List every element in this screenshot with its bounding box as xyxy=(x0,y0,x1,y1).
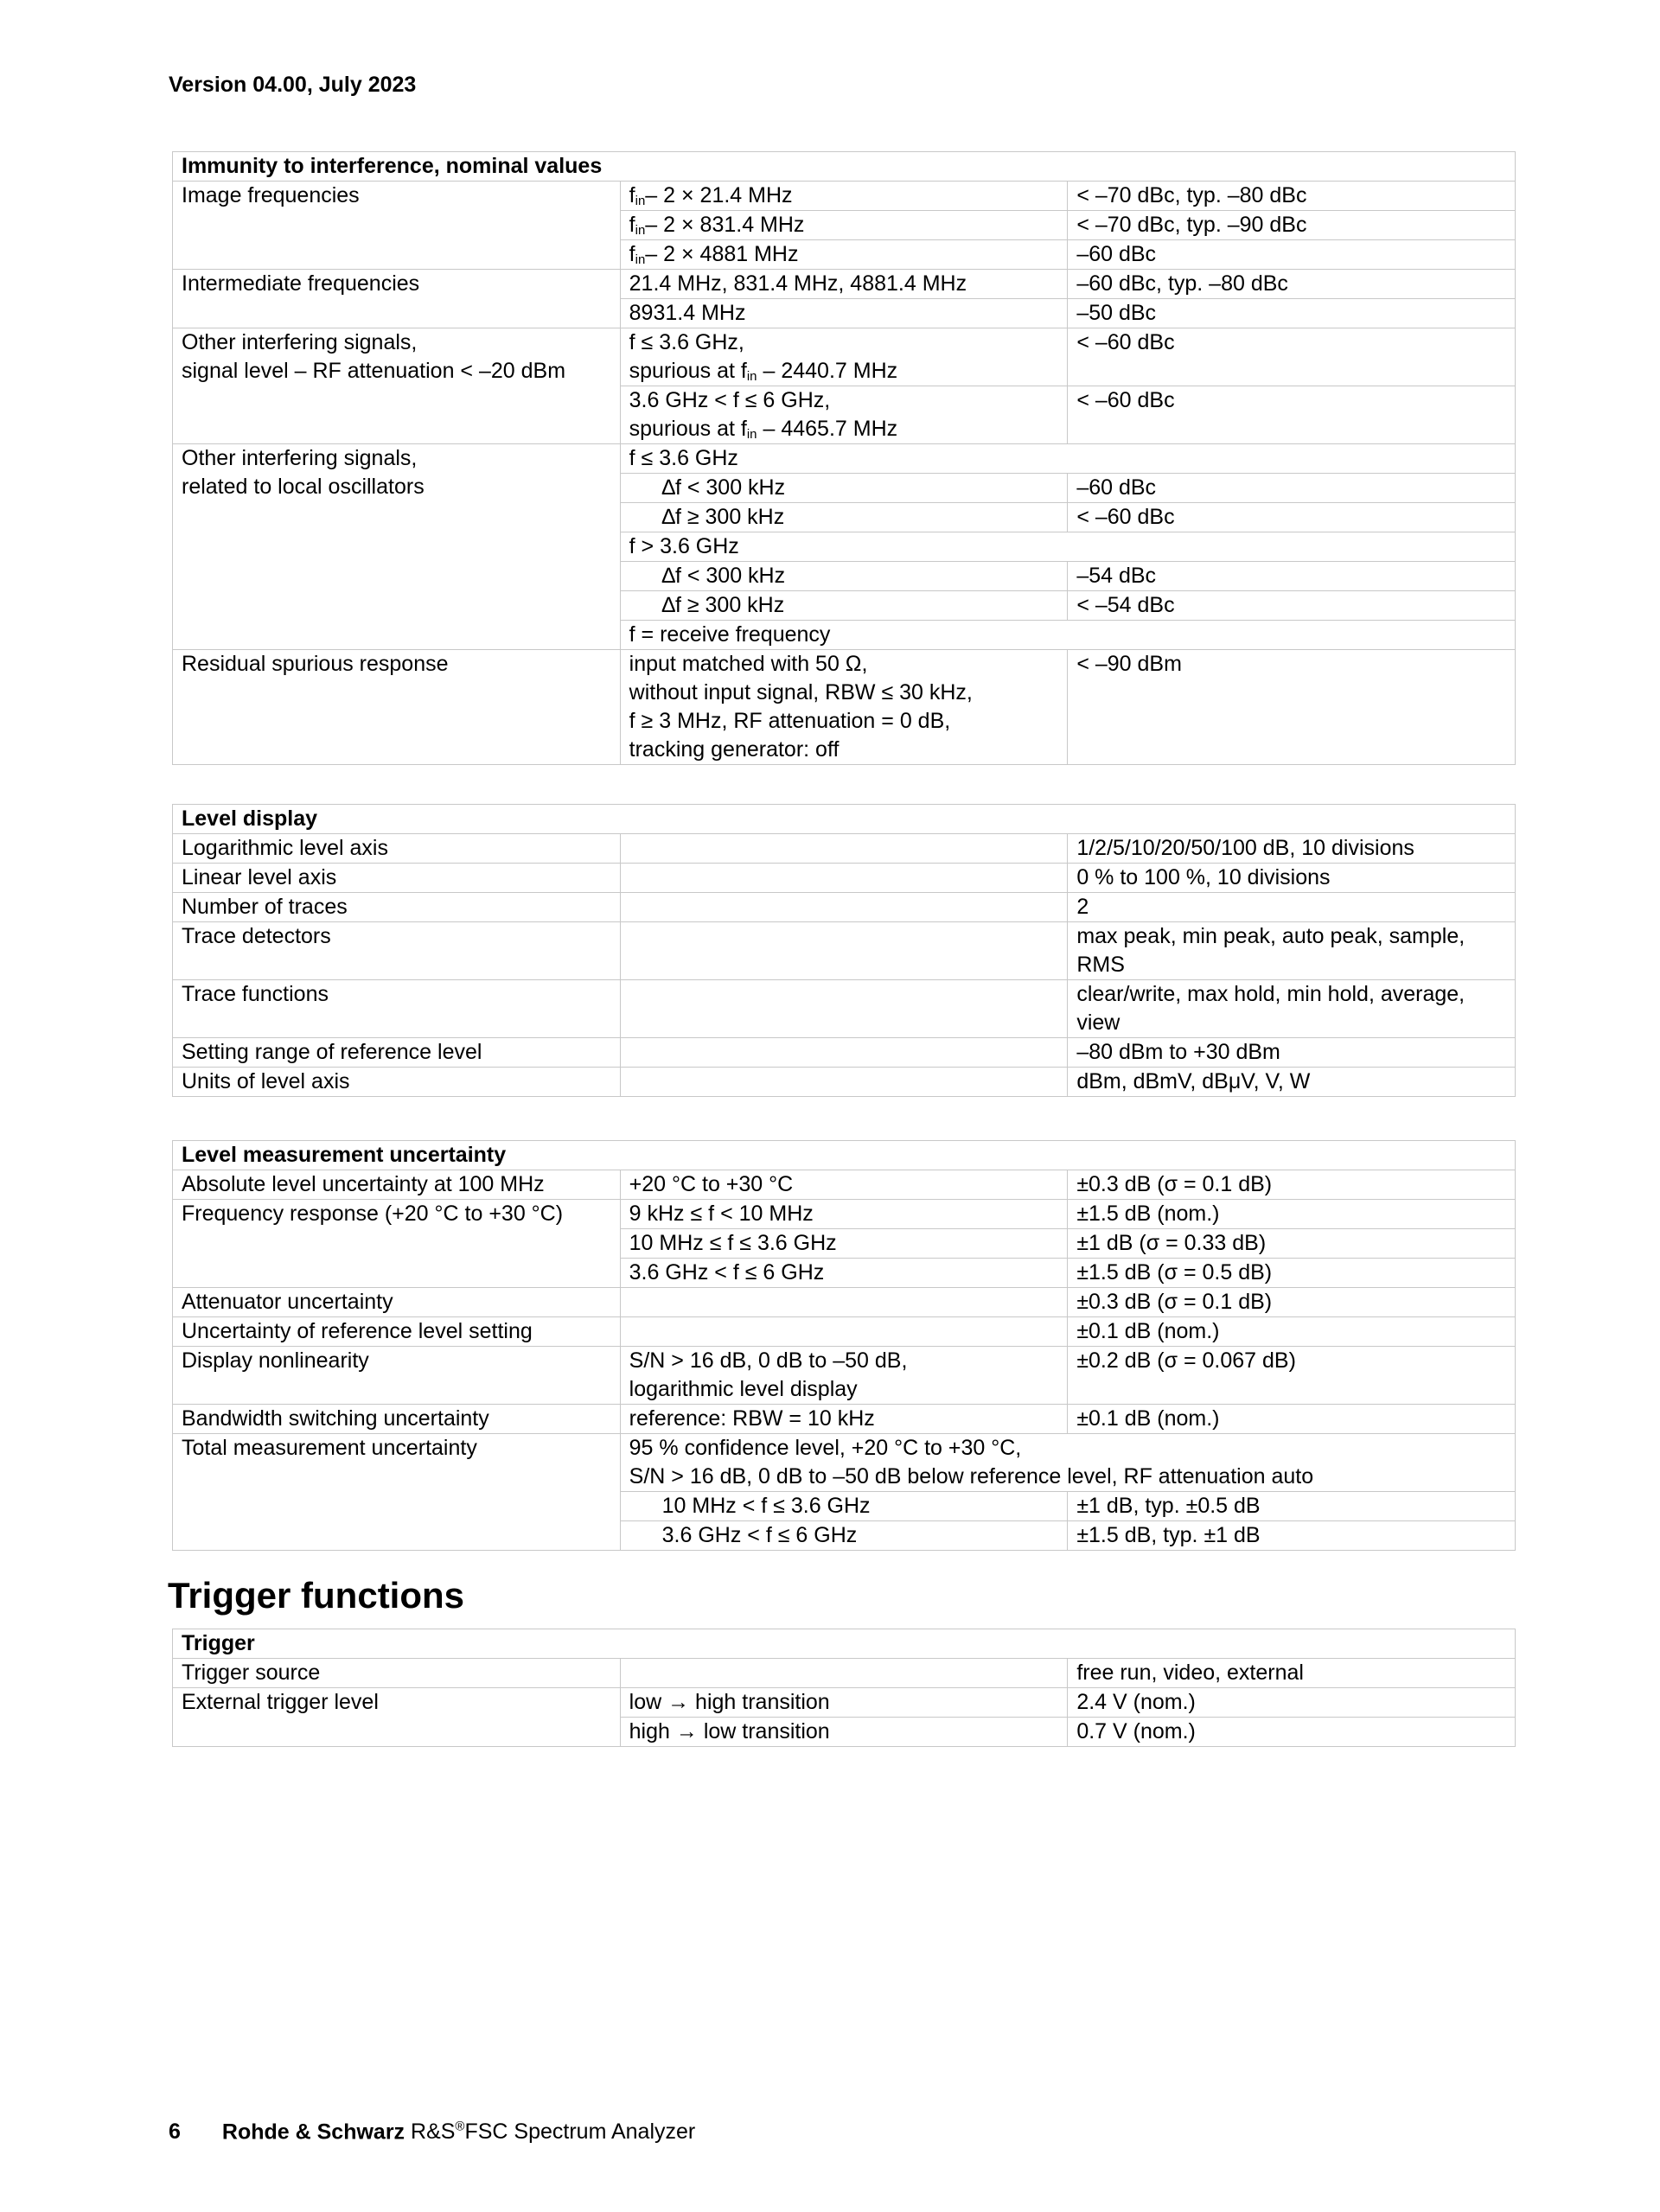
value-cell: max peak, min peak, auto peak, sample, RMS xyxy=(1068,922,1516,980)
param-label: Display nonlinearity xyxy=(173,1347,621,1405)
table-title: Trigger xyxy=(173,1629,1516,1659)
condition-cell xyxy=(620,1288,1068,1317)
page-number: 6 xyxy=(169,2120,181,2145)
condition-cell: f ≤ 3.6 GHz, spurious at $f_{in} - 2440.7$ MHz xyxy=(620,328,1068,386)
value-cell: 1/2/5/10/20/50/100 dB, 10 divisions xyxy=(1068,834,1516,864)
value-cell: ±0.3 dB (σ = 0.1 dB) xyxy=(1068,1170,1516,1200)
param-label: Logarithmic level axis xyxy=(173,834,621,864)
table-row xyxy=(173,980,1516,1038)
value-cell: ±1 dB (σ = 0.33 dB) xyxy=(1068,1229,1516,1259)
value-cell: ±0.2 dB (σ = 0.067 dB) xyxy=(1068,1347,1516,1405)
value-cell: –80 dBm to +30 dBm xyxy=(1068,1038,1516,1068)
immunity-table xyxy=(172,151,1516,765)
table-row xyxy=(173,444,1516,474)
table-row xyxy=(173,864,1516,893)
param-label: Trace detectors xyxy=(173,922,621,980)
table-row xyxy=(173,270,1516,299)
condition-cell: +20 °C to +30 °C xyxy=(620,1170,1068,1200)
table-header-row xyxy=(173,1629,1516,1659)
param-label: Other interfering signals, related to local oscillators xyxy=(173,444,621,650)
condition-cell: $f_{in}-$ 2 × 831.4 MHz xyxy=(620,211,1068,240)
condition-cell: 10 MHz < f ≤ 3.6 GHz xyxy=(620,1492,1068,1521)
param-label: Uncertainty of reference level setting xyxy=(173,1317,621,1347)
value-cell: < –60 dBc xyxy=(1068,386,1516,444)
value-cell: 2.4 V (nom.) xyxy=(1068,1688,1516,1718)
condition-cell: low → high transition xyxy=(620,1688,1068,1718)
param-label: Attenuator uncertainty xyxy=(173,1288,621,1317)
value-cell: ±1.5 dB (nom.) xyxy=(1068,1200,1516,1229)
uncertainty-table xyxy=(172,1140,1516,1551)
condition-cell: high → low transition xyxy=(620,1718,1068,1747)
value-cell: < –60 dBc xyxy=(1068,503,1516,532)
table-row xyxy=(173,1347,1516,1405)
table-row xyxy=(173,650,1516,765)
condition-cell xyxy=(620,834,1068,864)
value-cell: 0 % to 100 %, 10 divisions xyxy=(1068,864,1516,893)
table-row xyxy=(173,1068,1516,1097)
table-row xyxy=(173,1200,1516,1229)
param-label: External trigger level xyxy=(173,1688,621,1747)
condition-cell xyxy=(620,893,1068,922)
table-row xyxy=(173,1317,1516,1347)
brand-name: Rohde & Schwarz xyxy=(221,2120,405,2145)
condition-cell: 3.6 GHz < f ≤ 6 GHz xyxy=(620,1259,1068,1288)
condition-cell: 10 MHz ≤ f ≤ 3.6 GHz xyxy=(620,1229,1068,1259)
condition-cell: 21.4 MHz, 831.4 MHz, 4881.4 MHz xyxy=(620,270,1068,299)
param-label: Absolute level uncertainty at 100 MHz xyxy=(173,1170,621,1200)
condition-cell: 8931.4 MHz xyxy=(620,299,1068,328)
condition-cell: 9 kHz ≤ f < 10 MHz xyxy=(620,1200,1068,1229)
condition-cell xyxy=(620,922,1068,980)
condition-cell xyxy=(620,1038,1068,1068)
table-title: Level display xyxy=(173,805,1516,834)
param-label: Number of traces xyxy=(173,893,621,922)
value-cell: ±1.5 dB (σ = 0.5 dB) xyxy=(1068,1259,1516,1288)
condition-cell: S/N > 16 dB, 0 dB to –50 dB, logarithmic level display xyxy=(620,1347,1068,1405)
condition-cell: ∆f < 300 kHz xyxy=(620,562,1068,591)
band-cell: f ≤ 3.6 GHz xyxy=(620,444,1515,474)
level-display-table xyxy=(172,804,1516,1097)
param-label: Frequency response (+20 °C to +30 °C) xyxy=(173,1200,621,1288)
table-row xyxy=(173,1170,1516,1200)
condition-cell: ∆f ≥ 300 kHz xyxy=(620,591,1068,621)
condition-cell: $f_{in}-$ 2 × 4881 MHz xyxy=(620,240,1068,270)
table-header-row xyxy=(173,805,1516,834)
condition-cell: input matched with 50 Ω, without input signal, RBW ≤ 30 kHz, f ≥ 3 MHz, RF attenuation = 0 dB, tracking generator: off xyxy=(620,650,1068,765)
value-cell: 2 xyxy=(1068,893,1516,922)
note-cell: 95 % confidence level, +20 °C to +30 °C, S/N > 16 dB, 0 dB to –50 dB below reference level, RF attenuation auto xyxy=(620,1434,1515,1492)
product-name: R&S®FSC Spectrum Analyzer xyxy=(405,2120,696,2145)
table-row xyxy=(173,1659,1516,1688)
section-title: Trigger functions xyxy=(168,1575,465,1616)
table-header-row xyxy=(173,152,1516,182)
condition-cell: reference: RBW = 10 kHz xyxy=(620,1405,1068,1434)
param-label: Setting range of reference level xyxy=(173,1038,621,1068)
param-label: Bandwidth switching uncertainty xyxy=(173,1405,621,1434)
value-cell: clear/write, max hold, min hold, average, view xyxy=(1068,980,1516,1038)
page-footer xyxy=(169,2120,695,2145)
param-label: Linear level axis xyxy=(173,864,621,893)
value-cell: < –70 dBc, typ. –80 dBc xyxy=(1068,182,1516,211)
value-cell: dBm, dBmV, dBμV, V, W xyxy=(1068,1068,1516,1097)
value-cell: < –90 dBm xyxy=(1068,650,1516,765)
condition-cell: 3.6 GHz < f ≤ 6 GHz, spurious at $f_{in} - 4465.7$ MHz xyxy=(620,386,1068,444)
table-row xyxy=(173,1405,1516,1434)
condition-cell xyxy=(620,980,1068,1038)
table-row xyxy=(173,1688,1516,1718)
table-row xyxy=(173,834,1516,864)
param-label: Total measurement uncertainty xyxy=(173,1434,621,1551)
table-row xyxy=(173,1288,1516,1317)
value-cell: –50 dBc xyxy=(1068,299,1516,328)
value-cell: ±0.3 dB (σ = 0.1 dB) xyxy=(1068,1288,1516,1317)
param-label: Trace functions xyxy=(173,980,621,1038)
value-cell: < –54 dBc xyxy=(1068,591,1516,621)
param-label: Trigger source xyxy=(173,1659,621,1688)
condition-cell xyxy=(620,1317,1068,1347)
note-cell: f = receive frequency xyxy=(620,621,1515,650)
value-cell: –60 dBc xyxy=(1068,474,1516,503)
condition-cell xyxy=(620,1068,1068,1097)
table-row xyxy=(173,1038,1516,1068)
condition-cell xyxy=(620,1659,1068,1688)
condition-cell: $f_{in}-$ 2 × 21.4 MHz xyxy=(620,182,1068,211)
param-label: Units of level axis xyxy=(173,1068,621,1097)
param-label: Image frequencies xyxy=(173,182,621,270)
condition-cell: 3.6 GHz < f ≤ 6 GHz xyxy=(620,1521,1068,1551)
band-cell: f > 3.6 GHz xyxy=(620,532,1515,562)
document-version: Version 04.00, July 2023 xyxy=(169,73,417,97)
value-cell: free run, video, external xyxy=(1068,1659,1516,1688)
value-cell: ±1.5 dB, typ. ±1 dB xyxy=(1068,1521,1516,1551)
trigger-table xyxy=(172,1629,1516,1747)
table-row xyxy=(173,922,1516,980)
value-cell: < –60 dBc xyxy=(1068,328,1516,386)
table-title: Level measurement uncertainty xyxy=(173,1141,1516,1170)
value-cell: ±1 dB, typ. ±0.5 dB xyxy=(1068,1492,1516,1521)
table-row xyxy=(173,1434,1516,1492)
param-label: Other interfering signals, signal level – RF attenuation < –20 dBm xyxy=(173,328,621,444)
param-label: Intermediate frequencies xyxy=(173,270,621,328)
value-cell: 0.7 V (nom.) xyxy=(1068,1718,1516,1747)
value-cell: ±0.1 dB (nom.) xyxy=(1068,1405,1516,1434)
table-title: Immunity to interference, nominal values xyxy=(173,152,1516,182)
table-row xyxy=(173,893,1516,922)
condition-cell: ∆f ≥ 300 kHz xyxy=(620,503,1068,532)
table-row xyxy=(173,182,1516,211)
param-label: Residual spurious response xyxy=(173,650,621,765)
value-cell: < –70 dBc, typ. –90 dBc xyxy=(1068,211,1516,240)
value-cell: ±0.1 dB (nom.) xyxy=(1068,1317,1516,1347)
condition-cell xyxy=(620,864,1068,893)
condition-cell: ∆f < 300 kHz xyxy=(620,474,1068,503)
value-cell: –60 dBc, typ. –80 dBc xyxy=(1068,270,1516,299)
table-row xyxy=(173,328,1516,386)
table-header-row xyxy=(173,1141,1516,1170)
value-cell: –54 dBc xyxy=(1068,562,1516,591)
value-cell: –60 dBc xyxy=(1068,240,1516,270)
